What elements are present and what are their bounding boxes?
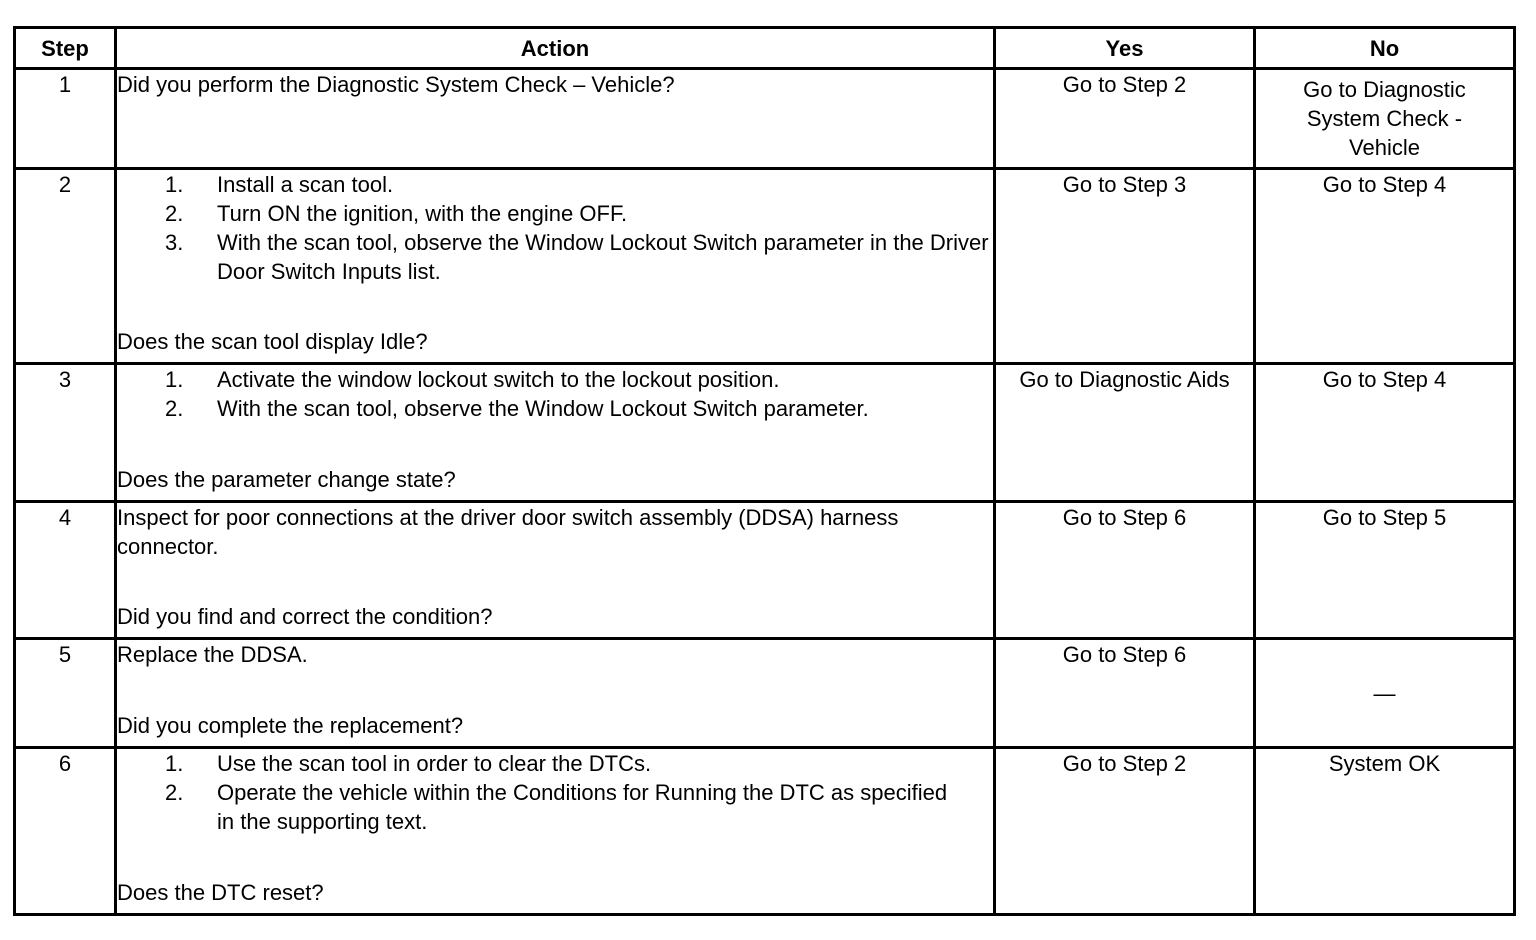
action-steps-list	[117, 365, 993, 423]
list-item	[117, 199, 993, 228]
list-item-number: 2.	[165, 201, 184, 226]
list-item-text: Use the scan tool in order to clear the DTCs.	[217, 751, 652, 776]
diagnostic-table	[13, 26, 1516, 916]
list-item-text: Operate the vehicle within the Conditions for Running the DTC as specified in the supporting text.	[217, 780, 948, 834]
list-item	[117, 749, 993, 778]
step-number: 3	[15, 364, 116, 502]
action-question: Does the DTC reset?	[117, 880, 324, 905]
table-row	[15, 639, 1515, 748]
no-cell: Go to Step 5	[1255, 502, 1515, 639]
list-item-number: 1.	[165, 172, 184, 197]
step-number: 5	[15, 639, 116, 748]
action-cell	[116, 364, 995, 502]
header-row	[15, 28, 1515, 69]
action-cell	[116, 502, 995, 639]
action-question: Did you find and correct the condition?	[117, 604, 493, 629]
list-item-text: Turn ON the ignition, with the engine OFF.	[217, 201, 628, 226]
action-question: Does the parameter change state?	[117, 467, 456, 492]
action-cell	[116, 69, 995, 169]
no-cell: —	[1255, 639, 1515, 748]
table-row	[15, 748, 1515, 915]
table-row	[15, 169, 1515, 364]
list-item-number: 2.	[165, 396, 184, 421]
no-cell: Go to Step 4	[1255, 364, 1515, 502]
yes-cell: Go to Step 3	[995, 169, 1255, 364]
action-steps-list	[117, 170, 993, 286]
table-row	[15, 502, 1515, 639]
yes-cell: Go to Step 2	[995, 69, 1255, 169]
list-item	[117, 778, 993, 836]
step-number: 1	[15, 69, 116, 169]
yes-cell: Go to Step 2	[995, 748, 1255, 915]
step-number: 2	[15, 169, 116, 364]
action-text: Did you perform the Diagnostic System Check – Vehicle?	[117, 72, 675, 97]
list-item-number: 2.	[165, 780, 184, 805]
list-item-text: Activate the window lockout switch to the lockout position.	[217, 367, 780, 392]
list-item	[117, 228, 993, 286]
no-cell: Go to Diagnostic System Check - Vehicle	[1255, 69, 1515, 169]
list-item-text: With the scan tool, observe the Window Lockout Switch parameter in the Driver Door Switch Inputs list.	[217, 230, 989, 284]
header-no: No	[1255, 28, 1515, 69]
header-action: Action	[116, 28, 995, 69]
yes-cell: Go to Diagnostic Aids	[995, 364, 1255, 502]
action-cell	[116, 748, 995, 915]
action-cell	[116, 169, 995, 364]
action-text: Inspect for poor connections at the driver door switch assembly (DDSA) harness connector.	[117, 505, 899, 559]
action-cell	[116, 639, 995, 748]
list-item-number: 1.	[165, 367, 184, 392]
step-number: 4	[15, 502, 116, 639]
list-item	[117, 394, 993, 423]
no-cell: System OK	[1255, 748, 1515, 915]
action-steps-list	[117, 749, 993, 836]
action-question: Did you complete the replacement?	[117, 713, 464, 738]
list-item	[117, 365, 993, 394]
yes-cell: Go to Step 6	[995, 639, 1255, 748]
header-step: Step	[15, 28, 116, 69]
step-number: 6	[15, 748, 116, 915]
list-item-number: 1.	[165, 751, 184, 776]
list-item-text: With the scan tool, observe the Window Lockout Switch parameter.	[217, 396, 869, 421]
action-question: Does the scan tool display Idle?	[117, 329, 428, 354]
list-item-number: 3.	[165, 230, 184, 255]
list-item	[117, 170, 993, 199]
header-yes: Yes	[995, 28, 1255, 69]
yes-cell: Go to Step 6	[995, 502, 1255, 639]
no-cell: Go to Step 4	[1255, 169, 1515, 364]
table-row	[15, 364, 1515, 502]
table-row	[15, 69, 1515, 169]
action-text: Replace the DDSA.	[117, 642, 308, 667]
list-item-text: Install a scan tool.	[217, 172, 394, 197]
